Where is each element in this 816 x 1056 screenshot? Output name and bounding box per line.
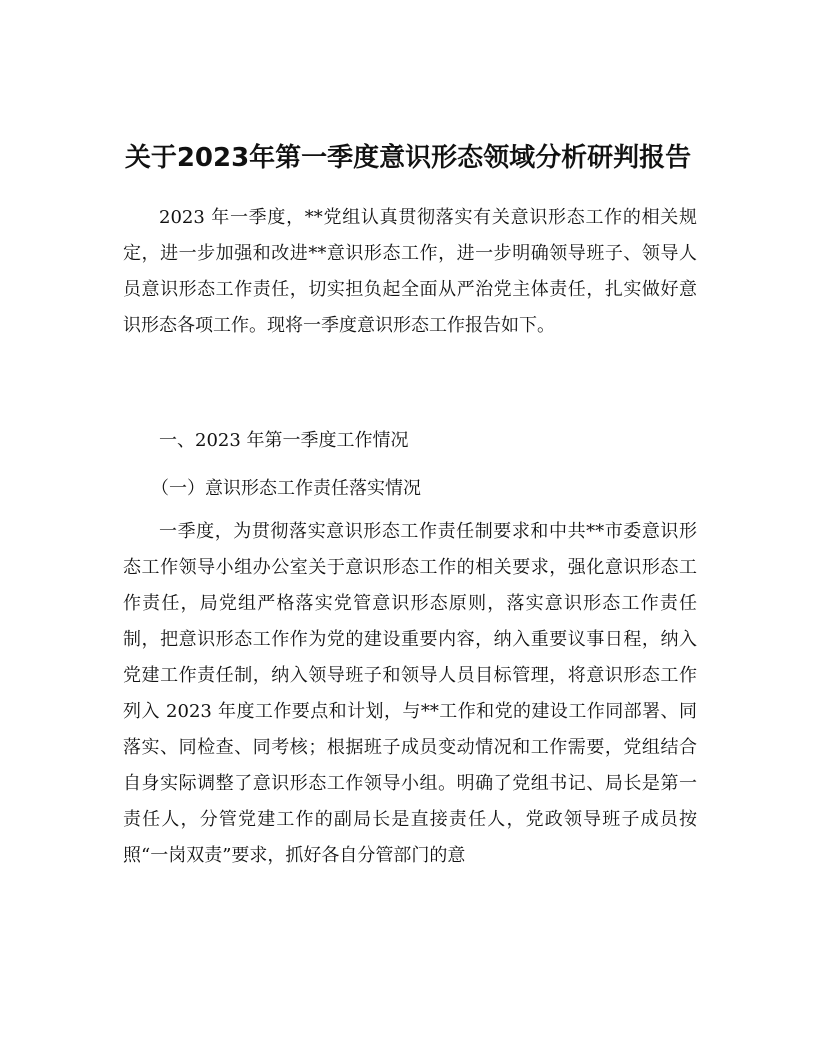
section-heading: 一、2023 年第一季度工作情况 (159, 430, 409, 451)
subsection-heading: （一）意识形态工作责任落实情况 (151, 478, 421, 499)
intro-paragraph: 2023 年一季度，**党组认真贯彻落实有关意识形态工作的相关规定，进一步加强和改进**意识形态工作，进一步明确领导班子、领导人员意识形态工作责任，切实担负起全面从严治党主体责任，扎实做好意识形态各项工作。现将一季度意识形态工作报告如下。 (123, 207, 697, 336)
document-title: 关于2023年第一季度意识形态领域分析研判报告 (124, 143, 692, 173)
body-paragraph: 一季度，为贯彻落实意识形态工作责任制要求和中共**市委意识形态工作领导小组办公室关于意识形态工作的相关要求，强化意识形态工作责任，局党组严格落实党管意识形态原则，落实意识形态工作责任制，把意识形态工作作为党的建设重要内容，纳入重要议事日程，纳入党建工作责任制，纳入领导班子和领导人员目标管理，将意识形态工作列入 2023 年度工作要点和计划，与**工作和党的建设工作同部署、同落实、同检查、同考核；根据班子成员变动情况和工作需要，党组结合自身实际调整了意识形态工作领导小组。明确了党组书记、局长是第一责任人，分管党建工作的副局长是直接责任人，党政领导班子成员按照“一岗双责”要求，抓好各自分管部门的意 (123, 521, 697, 866)
